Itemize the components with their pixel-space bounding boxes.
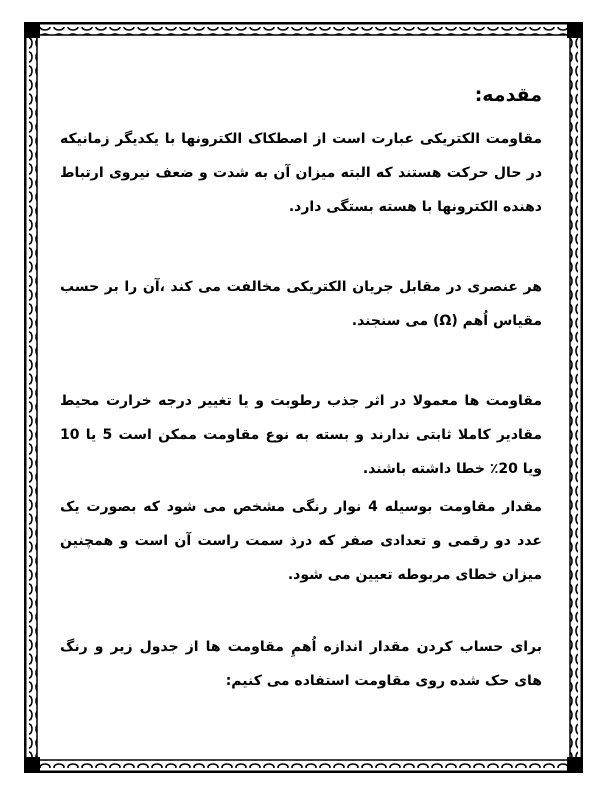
document-body <box>60 80 542 698</box>
section-heading: مقدمه: <box>474 84 542 106</box>
paragraph-tolerance: مقاومت ها معمولا در اثر جذب رطوبت و یا تغییر درجه خرارت محیط مقادیر کاملا ثابتی ندارند و بسته به نوع مقاومت ممکن است 5 یا 10 ویا 20٪ خطا داشته باشند. <box>60 393 542 477</box>
paragraph-color-bands: مقدار مقاومت بوسیله 4 نوار رنگی مشخص می شود که بصورت یک عدد دو رقمی و تعدادی صفر که درذ سمت راست آن است و همچنین میزان خطای مربوطه تعیین می شود. <box>60 499 542 583</box>
paragraph-ohm: هر عنصری در مقابل جریان الکتریکی مخالفت می کند ،آن را بر حسب مقیاس اُهم (Ω) می سنجند. <box>60 279 542 329</box>
paragraph-intro: مقاومت الکتریکی عبارت است از اصطکاک الکترونها با یکدیگر زمانیکه در حال حرکت هستند که البته میزان آن به شدت و ضعف نیروی ارتباط دهنده الکترونها با هسته بستگی دارد. <box>60 131 542 215</box>
paragraph-calculation: برای حساب کردن مقدار اندازه اُهمِ مقاومت ها از جدول زیر و رنگ های حک شده روی مقاومت استفاده می کنیم: <box>60 639 542 689</box>
